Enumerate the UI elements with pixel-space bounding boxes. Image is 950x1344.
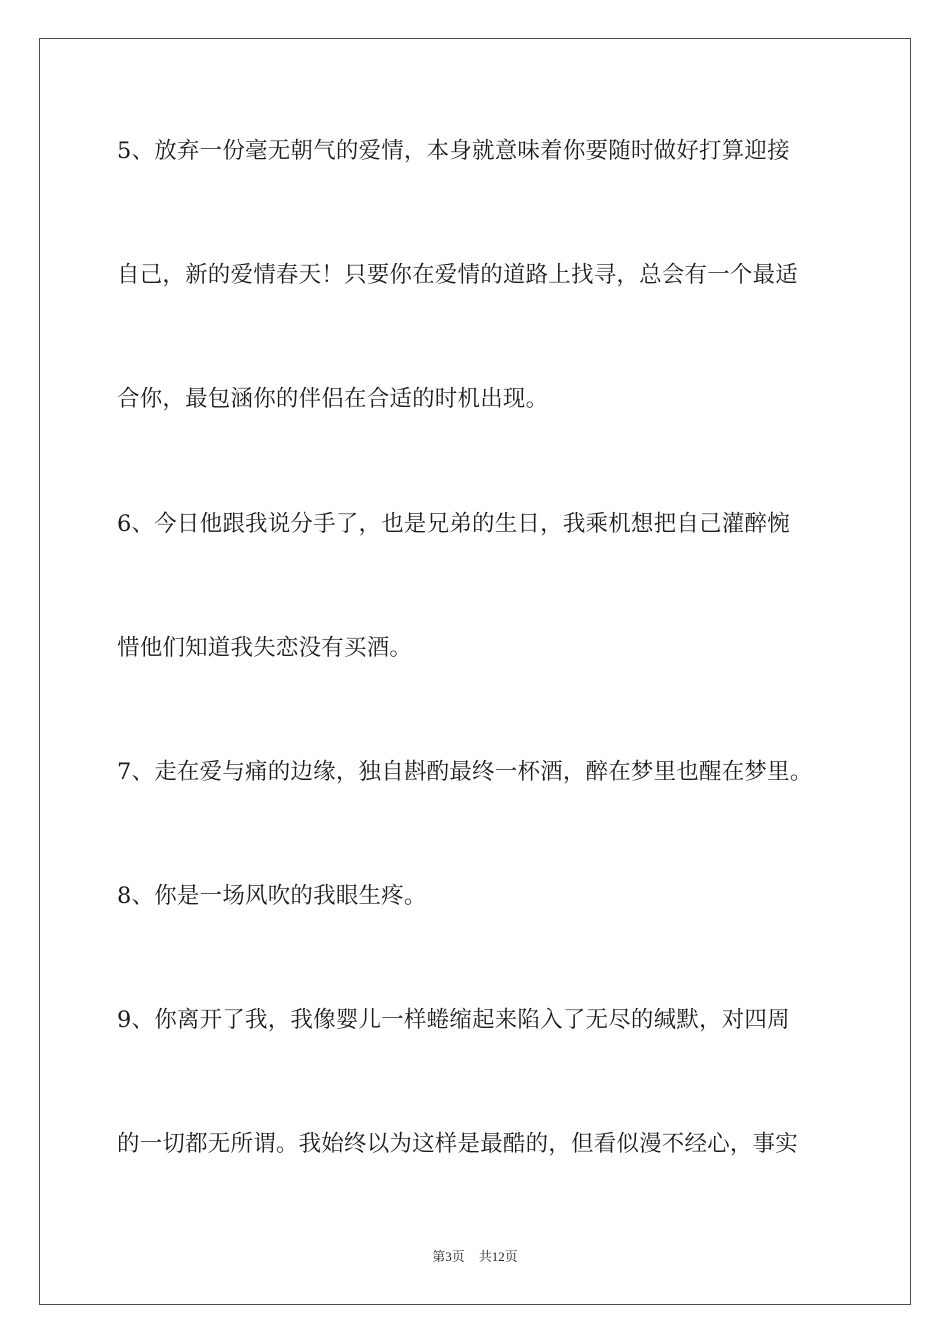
- page-number: 第3页: [432, 1249, 465, 1264]
- paragraph-line: 的一切都无所谓。我始终以为这样是最酷的，但看似漫不经心，事实: [117, 1131, 799, 1157]
- paragraph-line: 8、你是一场风吹的我眼生疼。: [117, 883, 427, 909]
- paragraph-line: 7、走在爱与痛的边缘，独自斟酌最终一杯酒，醉在梦里也醒在梦里。: [117, 759, 813, 785]
- paragraph-line: 5、放弃一份毫无朝气的爱情，本身就意味着你要随时做好打算迎接: [117, 138, 790, 164]
- page-total: 共12页: [478, 1249, 518, 1264]
- paragraph-line: 6、今日他跟我说分手了，也是兄弟的生日，我乘机想把自己灌醉惋: [117, 511, 790, 537]
- paragraph-line: 自己，新的爱情春天！只要你在爱情的道路上找寻，总会有一个最适: [117, 262, 799, 288]
- paragraph-line: 合你，最包涵你的伴侣在合适的时机出现。: [117, 386, 549, 412]
- paragraph-line: 惜他们知道我失恋没有买酒。: [117, 635, 413, 661]
- page-border: [39, 38, 911, 1305]
- paragraph-line: 9、你离开了我，我像婴儿一样蜷缩起来陷入了无尽的缄默，对四周: [117, 1007, 790, 1033]
- page-footer: [0, 1248, 950, 1266]
